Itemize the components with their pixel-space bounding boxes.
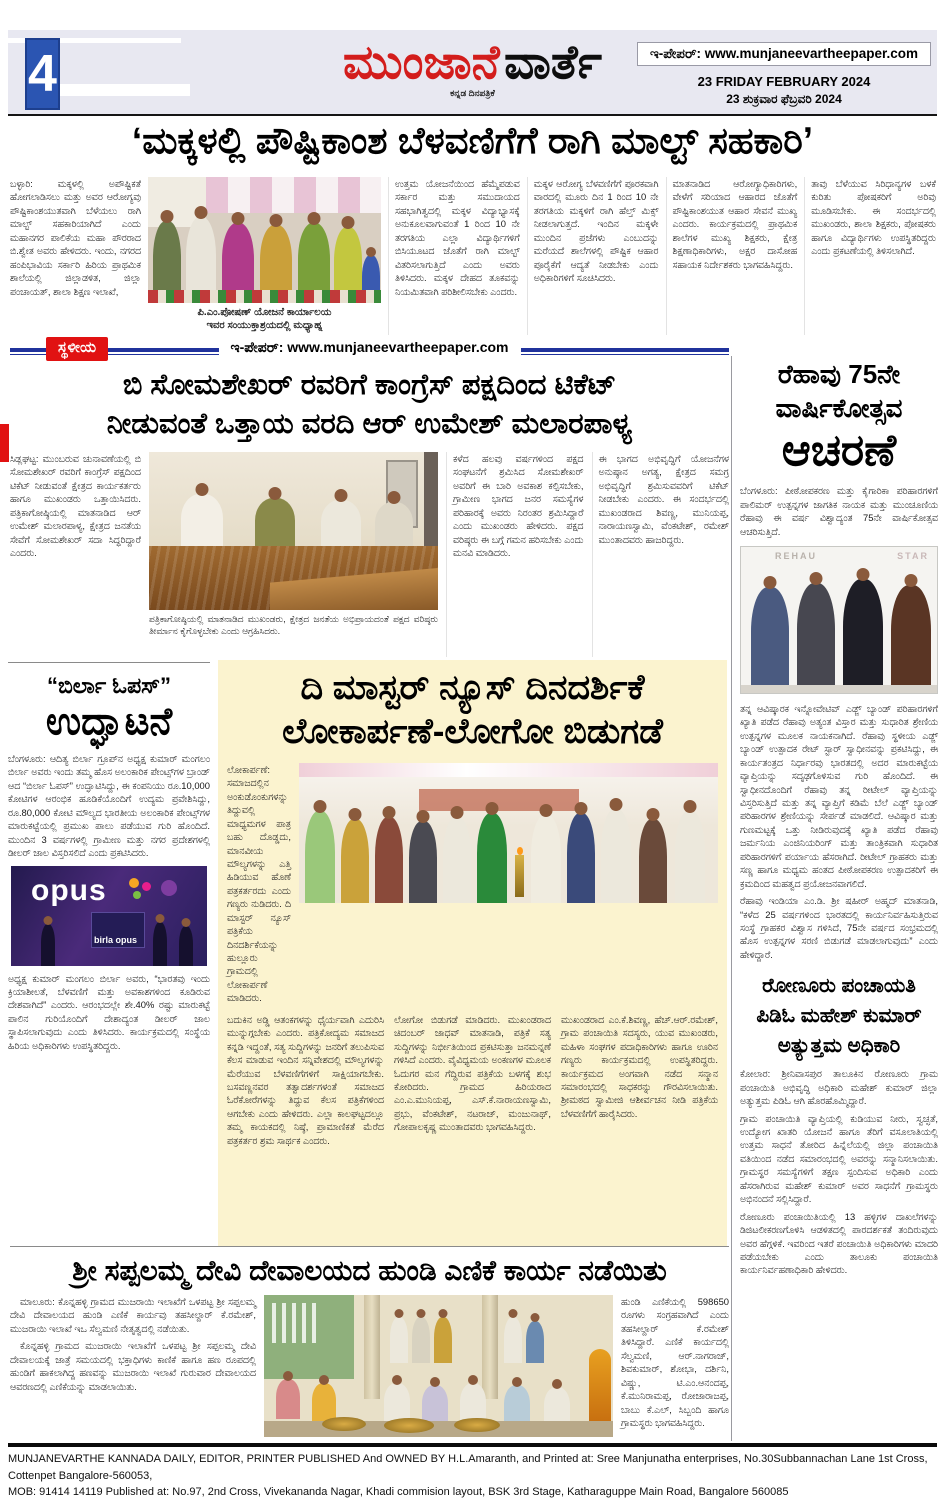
photo-coin-heap xyxy=(454,1418,500,1432)
birla-headline-line1: “ಬಿರ್ಲಾ ಓಪಸ್” xyxy=(46,673,171,698)
pdo-headline xyxy=(740,971,938,1061)
photo-figure xyxy=(797,583,835,685)
photo-figure xyxy=(276,1379,300,1419)
rehau-headline-line3: ಆಚರಣೆ xyxy=(781,425,897,475)
opus-stage-panel: birla opus xyxy=(91,912,145,948)
star-logo: STAR xyxy=(897,550,929,561)
photo-banner xyxy=(419,789,579,811)
photo-figure xyxy=(312,1383,336,1421)
pdo-headline-line1: ರೋಣೂರು ಪಂಚಾಯತಿ xyxy=(762,975,916,998)
left-red-accent xyxy=(0,424,9,462)
photo-figure xyxy=(153,922,167,966)
masthead-word-red: ಮುಂಜಾನೆ xyxy=(342,35,500,88)
photo-figure xyxy=(443,817,471,903)
master-photo-row xyxy=(227,763,718,1005)
pdo-body-1: ಕೋಲಾರ: ಶ್ರೀನಿವಾಸಪುರ ತಾಲೂಕಿನ ರೋಣೂರು ಗ್ರಾಮ ಪಂಚಾಯಿತಿ ಅಭಿವೃದ್ಧಿ ಅಧಿಕಾರಿ ಮಹೇಶ್ ಕುಮಾರ್ ಜಿಲ್ಲಾ ಅತ್ಯುತ್ತಮ ಪಿಡಿಓ ಆಗಿ ಹೊರಹೊಮ್ಮಿದ್ದಾರೆ. xyxy=(740,1068,938,1107)
photo-coin-heap xyxy=(384,1418,434,1433)
pdo-body-2: ಗ್ರಾಮ ಪಂಚಾಯಿತಿ ವ್ಯಾಪ್ತಿಯಲ್ಲಿ ಕುಡಿಯುವ ನೀರು, ಸ್ವಚ್ಛತೆ, ಉದ್ಯೋಗ ಖಾತರಿ ಯೋಜನೆ ಹಾಗೂ ತೆರಿಗೆ ವಸೂಲಾತಿಯಲ್ಲಿ ಉತ್ತಮ ಸಾಧನೆ ತೋರಿದ ಹಿನ್ನೆಲೆಯಲ್ಲಿ ಜಿಲ್ಲಾ ಪಂಚಾಯಿತಿ ವತಿಯಿಂದ ನಡೆದ ಸಮಾರಂಭದಲ್ಲಿ ಅವರನ್ನು ಸನ್ಮಾನಿಸಲಾಯಿತು. ಗ್ರಾಮಸ್ಥರ ಸಮಸ್ಯೆಗಳಿಗೆ ತಕ್ಷಣ ಸ್ಪಂದಿಸುವ ಅಧಿಕಾರಿ ಎಂದು ಹೆಸರಾಗಿರುವ ಮಹೇಶ್ ಕುಮಾರ್ ಅವರ ಸಾಧನೆಗೆ ಗ್ರಾಮಸ್ಥರು ಅಭಿನಂದನೆ ಸಲ್ಲಿಸಿದ್ದಾರೆ. xyxy=(740,1112,938,1205)
lead-photo-caption-line2: ಇವರ ಸಂಯುಕ್ತಾಶ್ರಯದಲ್ಲಿ ಮಧ್ಯಾಹ್ನ xyxy=(206,320,323,331)
rehau-logo: REHAU xyxy=(775,550,818,561)
opus-logo: opus xyxy=(31,873,107,907)
photo-figure xyxy=(341,819,369,903)
date-english: 23 FRIDAY FEBRUARY 2024 xyxy=(697,74,871,89)
photo-figure xyxy=(434,1317,452,1363)
article2-col-3: ಈ ಭಾಗದ ಅಭಿವೃದ್ಧಿಗೆ ಯೋಜನೆಗಳ ಅನುಷ್ಠಾನ ಅಗತ್ಯ, ಕ್ಷೇತ್ರದ ಸಮಗ್ರ ಅಭಿವೃದ್ಧಿಗೆ ಶ್ರಮಿಸುವವರಿಗೆ ಟಿಕೆಟ್ ನೀಡಬೇಕು ಎಂದರು. ಈ ಸಂದರ್ಭದಲ್ಲಿ ಮುಖಂಡರಾದ ಶಿವಣ್ಣ, ಮುನಿಯಪ್ಪ, ನಾರಾಯಣಸ್ವಾಮಿ, ವೆಂಕಟೇಶ್, ರಮೇಶ್ ಮುಂತಾದವರು ಹಾಜರಿದ್ದರು. xyxy=(592,452,730,657)
photo-figure xyxy=(321,500,361,548)
lead-col-1: ಬಳ್ಳಾರಿ: ಮಕ್ಕಳಲ್ಲಿ ಅಪೌಷ್ಟಿಕತೆ ಹೋಗಲಾಡಿಸಲು ಮತ್ತು ಅವರ ಆರೋಗ್ಯವು ಪೌಷ್ಟಿಕಾಂಶಯುತವಾಗಿ ಬೆಳೆಯಲು ರಾಗಿ ಮಾಲ್ಟ್ ಸಹಕಾರಿಯಾಗಿದೆ ಎಂದು ಮಹಾನಗರ ಪಾಲಿಕೆಯ ಮಹಾ ಪೌರರಾದ ಬಿ.ಶ್ವೇತ ಅವರು ಹೇಳಿದರು. ಇಂದು, ನಗರದ ಹಂಪಿಭಾವಿಯ ಸರ್ಕಾರಿ ಹಿರಿಯ ಪ್ರಾಥಮಿಕ ಶಾಲೆಯಲ್ಲಿ ಜಿಲ್ಲಾಡಳಿತ, ಜಿಲ್ಲಾ ಪಂಚಾಯತ್, ಶಾಲಾ ಶಿಕ್ಷಣ ಇಲಾಖೆ, xyxy=(10,178,141,297)
lead-article xyxy=(10,177,936,335)
photo-figure xyxy=(601,809,631,903)
rehau-photo xyxy=(740,546,938,694)
hundi-body-row xyxy=(10,1295,729,1441)
lead-col-3: ಮಕ್ಕಳ ಆರೋಗ್ಯ ಬೆಳವಣಿಗೆಗೆ ಪೂರಕವಾಗಿ ವಾರದಲ್ಲಿ ಮೂರು ದಿನ 1 ರಿಂದ 10 ನೇ ತರಗತಿಯ ಮಕ್ಕಳಿಗೆ ರಾಗಿ ಹೆಲ್ತ್ ಮಿಕ್ಸ್ ನೀಡಲಾಗುತ್ತದೆ. ಇಂದಿನ ಮಕ್ಕಳೇ ಮುಂದಿನ ಪ್ರಜೆಗಳು ಎಂಬುದನ್ನು ಮರೆಯದೆ ಶಾಲೆಗಳಲ್ಲಿ ಪೌಷ್ಟಿಕ ಆಹಾರ ಪೂರೈಕೆಗೆ ಆದ್ಯತೆ ನೀಡಬೇಕು ಎಂದು ಅಧಿಕಾರಿಗಳಿಗೆ ಸೂಚಿಸಿದರು. xyxy=(527,177,659,335)
photo-figure xyxy=(384,1383,410,1423)
hundi-left-col xyxy=(10,1295,256,1441)
opus-photo xyxy=(11,866,207,966)
hundi-right-col: ಹುಂಡಿ ಎಣಿಕೆಯಲ್ಲಿ 598650 ರೂಗಳು ಸಂಗ್ರಹವಾಗಿದೆ ಎಂದು ತಹಸೀಲ್ದಾರ್ ಕೆ.ರಮೇಶ್ ತಿಳಿಸಿದ್ದಾರೆ. ಎಣಿಕೆ ಕಾರ್ಯದಲ್ಲಿ ಸೆಲ್ವಮಣಿ, ಆರ್.ನಾಗರಾಜ್, ಶಿವಕುಮಾರ್, ಶೋಭಾ, ದರ್ಶಿನಿ, ವಿಷ್ಣು, ಟಿ.ಎಂ.ಆನಂದಪ್ಪ, ಕೆ.ಮುನಿರಾಮಪ್ಪ, ರೋಜಾರಾಜಪ್ಪ, ಬಾಬು ಕೆ.ಎಲ್, ಸಿಬ್ಬಂದಿ ಹಾಗೂ ಗ್ರಾಮಸ್ಥರು ಭಾಗವಹಿಸಿದ್ದರು. xyxy=(621,1296,729,1428)
pdo-headline-line2: ಪಿಡಿಓ ಮಹೇಶ್ ಕುಮಾರ್ xyxy=(756,1005,922,1028)
photo-figure xyxy=(843,579,883,685)
page-number: 4 xyxy=(25,38,60,110)
master-headline-line2: ಲೋಕಾರ್ಪಣೆ-ಲೋಗೋ ಬಿಡುಗಡೆ xyxy=(282,712,663,752)
rehau-body-1: ತನ್ನ ಆವಿಷ್ಕಾರಕ ಇನ್ನೋವೇಟಿವ್ ಎಡ್ಜ್ ಬ್ಯಾಂಡ್ ಪರಿಹಾರಗಳಿಗೆ ಖ್ಯಾತಿ ಪಡೆದ ರೆಹಾವು ಅತ್ಯಂತ ವಿಸ್ತಾರ ಮತ್ತು ಸುಧಾರಿತ ಶ್ರೇಣಿಯ ಉತ್ಪನ್ನಗಳ ಮೂಲಕ ನಾಯಕನಾಗಿದೆ. ರೆಹಾವು ಸ್ಥಳೀಯ ಎಡ್ಜ್ ಬ್ಯಾಂಡ್ ಉತ್ಪಾದಕ ರೇಟ್ ಸ್ಟಾರ್ ಸ್ವಾಧೀನವನ್ನು ಪ್ರಕಟಿಸಿದ್ದು, ಈ ಕಾರ್ಯತಂತ್ರದ ನಿರ್ಧಾರವು ಭಾರತದಲ್ಲಿ ಅದರ ಮಾರುಕಟ್ಟೆಯ ವ್ಯಾಪ್ತಿಯನ್ನು ಸದೃಢಗೊಳಿಸುವ ಗುರಿ ಹೊಂದಿದೆ. ಈ ಸ್ವಾಧೀನದೊಂದಿಗೆ ರೆಹಾವು ತನ್ನ ರೀಟೇಲ್ ವ್ಯಾಪ್ತಿಯನ್ನು ವಿಸ್ತರಿಸುತ್ತಿದೆ ಮತ್ತು ತನ್ನ ವ್ಯಾಪ್ತಿಗೆ ಕಡಿಮೆ ಬೆಲೆ ಎಡ್ಜ್ ಬ್ಯಾಂಡ್ ಪರಿಹಾರಗಳ ಶ್ರೇಣಿಯನ್ನು ಸೇರ್ಪಡೆ ಮಾಡಲಿದೆ. ಆವಿಷ್ಕಾರ ಮತ್ತು ಗುಣಮಟ್ಟಕ್ಕೆ ಒತ್ತು ನೀಡಿರುವುದಕ್ಕೆ ಖ್ಯಾತಿ ಪಡೆದ ರೆಹಾವು ಜರ್ಮನಿಯ ಎಂಜಿನಿಯರಿಂಗ್ ಮತ್ತು ತಾಂತ್ರಿಕವಾಗಿ ಸುಧಾರಿತ ಪರಿಹಾರಗಳಿಗೆ ಪರ್ಯಾಯ ಹೆಸರಾಗಿದೆ. ರೀಟೇಲ್ ಗ್ರಾಹಕರು ಮತ್ತು ಸಣ್ಣ ಹಾಗೂ ಮಧ್ಯಮ ಹಂತದ ಪೀಠೋಪಕರಣ ಉತ್ಪಾದಕರಿಗೆ ಈ ಕ್ರಮದಿಂದ ಮಹತ್ವದ ಪ್ರಯೋಜನವಾಗಲಿದೆ. xyxy=(740,702,938,889)
photo-banner xyxy=(206,177,381,213)
master-col-2: ಲೋಗೋ ಬಿಡುಗಡೆ ಮಾಡಿದರು. ಮುಖಂಡರಾದ ಚಿದಂಬರ್ ಜಾಧವ್ ಮಾತನಾಡಿ, ಪತ್ರಿಕೆ ಸತ್ಯ ಸುದ್ದಿಗಳನ್ನು ನಿರ್ಭೀತಿಯಿಂದ ಪ್ರಕಟಿಸುತ್ತಾ ಜನಮನ್ನಣೆ ಗಳಿಸಿದೆ ಎಂದರು. ವೈವಿಧ್ಯಮಯ ಅಂಕಣಗಳ ಮೂಲಕ ಓದುಗರ ಮನ ಗೆದ್ದಿರುವ ಪತ್ರಿಕೆಯ ಬಳಗಕ್ಕೆ ಶುಭ ಕೋರಿದರು. ಗ್ರಾಮದ ಹಿರಿಯರಾದ ಎಂ.ಎ.ಮುನಿಯಪ್ಪ, ಎಸ್.ಕೆ.ನಾರಾಯಣಸ್ವಾಮಿ, ಪ್ರಭು, ವೆಂಕಟೇಶ್, ನಟರಾಜ್, ಮಂಜುನಾಥ್, ಗೋಪಾಲಕೃಷ್ಣ ಮುಂತಾದವರು ಭಾಗವಹಿಸಿದ್ದರು. xyxy=(394,1013,551,1133)
epaper-url: ಇ-ಪೇಪರ್: www.munjaneevartheepaper.com xyxy=(637,42,931,66)
hundi-article xyxy=(10,1246,729,1443)
article2-headline-line2: ನೀಡುವಂತೆ ಒತ್ತಾಯ ವರದಿ ಆರ್ ಉಮೇಶ್ ಮಲಾರಪಾಳ್ಯ xyxy=(106,408,633,441)
photo-figure xyxy=(504,1317,522,1363)
birla-body-1: ಬೆಂಗಳೂರು: ಆದಿತ್ಯ ಬಿರ್ಲಾ ಗ್ರೂಪ್‌ನ ಅಧ್ಯಕ್ಷ ಕುಮಾರ್ ಮಂಗಲಂ ಬಿರ್ಲಾ ಅವರು ಇಂದು ತಮ್ಮ ಹೊಸ ಅಲಂಕಾರಿಕ ಪೇಂಟ್ಸ್‌ಗಳ ಬ್ರಾಂಡ್ ಆದ “ಬಿರ್ಲಾ ಓಪಸ್” ಉದ್ಘಾಟಿಸಿದ್ದು, ಈ ಕಂಪನಿಯು ರೂ.10,000 ಕೋಟಿಗಳ ಆರಂಭಿಕ ಹೂಡಿಕೆಯೊಂದಿಗೆ ಉದ್ಯಮ ಪ್ರವೇಶಿಸಿದ್ದು, ರೂ.80,000 ಕೋಟಿ ಮೌಲ್ಯದ ಭಾರತೀಯ ಅಲಂಕಾರಿಕ ಪೇಂಟ್ಸ್‌ಗಳ ಮಾರುಕಟ್ಟೆಯಲ್ಲಿ ಪ್ರಮುಖ ಪಾಲು ಪಡೆಯುವ ಗುರಿ ಹೊಂದಿದೆ. ಮುಂದಿನ 3 ವರ್ಷಗಳಲ್ಲಿ ಗ್ರಾಮೀಣ ಮತ್ತು ನಗರ ಪ್ರದೇಶಗಳಲ್ಲಿ ಡೀಲರ್ ಜಾಲ ವಿಸ್ತರಿಸಲಿದೆ ಎಂದು ಪ್ರಕಟಿಸಿದರು. xyxy=(8,753,210,859)
photo-figure xyxy=(526,1321,544,1363)
header-right xyxy=(637,42,931,107)
birla-headline-line2: ಉದ್ಘಾಟನೆ xyxy=(45,701,173,743)
masthead-word-black: ವಾರ್ತೆ xyxy=(504,35,602,88)
lead-photo-caption-line1: ಪಿ.ಎಂ.ಪೋಷಣ್ ಯೋಜನೆ ಕಾರ್ಯಾಲಯ xyxy=(197,307,332,318)
pdo-body-3: ರೋಣೂರು ಪಂಚಾಯಿತಿಯಲ್ಲಿ 13 ಹಳ್ಳಿಗಳ ದಾಖಲೆಗಳನ್ನು ಡಿಜಿಟಲೀಕರಣಗೊಳಿಸಿ ಆಡಳಿತದಲ್ಲಿ ಪಾರದರ್ಶಕತೆ ತಂದಿರುವುದು ಅವರ ಹೆಗ್ಗಳಿಕೆ. ಇವರಿಂದ ಇತರೆ ಪಂಚಾಯಿತಿ ಅಧಿಕಾರಿಗಳು ಮಾದರಿ ಪಡೆಯಬೇಕು ಎಂದು ತಾಲೂಕು ಪಂಚಾಯಿತಿ ಕಾರ್ಯನಿರ್ವಹಣಾಧಿಕಾರಿ ಹೇಳಿದರು. xyxy=(740,1210,938,1276)
birla-body-2: ಅಧ್ಯಕ್ಷ ಕುಮಾರ್ ಮಂಗಲಂ ಬಿರ್ಲಾ ಅವರು, “ಭಾರತವು ಇಂದು ಕ್ರಿಯಾಶೀಲತೆ, ಬೆಳವಣಿಗೆ ಮತ್ತು ಅವಕಾಶಗಳಿಂದ ಕೂಡಿರುವ ದೇಶವಾಗಿದೆ” ಎಂದರು. ಆರಂಭದಲ್ಲೇ ಶೇ.40% ರಷ್ಟು ಮಾರುಕಟ್ಟೆ ಪಾಲಿನ ಗುರಿಯೊಂದಿಗೆ ದೇಶಾದ್ಯಂತ ಡೀಲರ್ ಜಾಲ ಸ್ಥಾಪಿಸಲಾಗುವುದು ಎಂದು ತಿಳಿಸಿದರು. ಕಾರ್ಯಕ್ರಮದಲ್ಲಿ ಸಂಸ್ಥೆಯ ಹಿರಿಯ ಅಧಿಕಾರಿಗಳು ಉಪಸ್ಥಿತರಿದ್ದರು. xyxy=(8,972,210,1051)
photo-figure xyxy=(409,821,437,903)
master-col-3: ಮುಖಂಡರಾದ ಎಂ.ಕೆ.ಶಿವಣ್ಣ, ಹೆಚ್.ಆರ್.ರಮೇಶ್, ಗ್ರಾಮ ಪಂಚಾಯಿತಿ ಸದಸ್ಯರು, ಯುವ ಮುಖಂಡರು, ಮಹಿಳಾ ಸಂಘಗಳ ಪದಾಧಿಕಾರಿಗಳು ಹಾಗೂ ಊರಿನ ಗಣ್ಯರು ಕಾರ್ಯಕ್ರಮದಲ್ಲಿ ಉಪಸ್ಥಿತರಿದ್ದರು. ಕಾರ್ಯಕ್ರಮದ ಅಂಗವಾಗಿ ನಡೆದ ಸನ್ಮಾನ ಸಮಾರಂಭದಲ್ಲಿ ಸಾಧಕರನ್ನು ಗೌರವಿಸಲಾಯಿತು. ಶ್ರೀಮಠದ ಸ್ವಾಮೀಜಿ ಆಶೀರ್ವಚನ ನೀಡಿ ಪತ್ರಿಕೆಯ ಬೆಳವಣಿಗೆಗೆ ಹಾರೈಸಿದರು. xyxy=(561,1013,718,1119)
masthead-band xyxy=(8,30,937,116)
master-text-columns xyxy=(227,1013,718,1147)
photo-floor xyxy=(741,685,937,693)
rehau-headline-line2: ವಾರ್ಷಿಕೋತ್ಸವ xyxy=(775,392,903,423)
lead-col-5: ತಾವು ಬೆಳೆಯುವ ಸಿರಿಧಾನ್ಯಗಳ ಬಳಕೆ ಕುರಿತು ಪೋಷಕರಿಗೆ ಅರಿವು ಮೂಡಿಸಬೇಕು. ಈ ಸಂದರ್ಭದಲ್ಲಿ ಮುಖಂಡರು, ಶಾಲಾ ಶಿಕ್ಷಕರು, ಪೋಷಕರು ಹಾಗೂ ವಿದ್ಯಾರ್ಥಿಗಳು ಉಪಸ್ಥಿತರಿದ್ದರು ಎಂದು ಪ್ರಕಟಣೆಯಲ್ಲಿ ತಿಳಿಸಲಾಗಿದೆ. xyxy=(804,177,936,335)
lead-headline: ‘ಮಕ್ಕಳಲ್ಲಿ ಪೌಷ್ಟಿಕಾಂಶ ಬೆಳವಣಿಗೆಗೆ ರಾಗಿ ಮಾಲ್ಟ್ ಸಹಕಾರಿ’ xyxy=(131,120,814,161)
rehau-body-2: ರೆಹಾವು ಇಂಡಿಯಾ ಎಂ.ಡಿ. ಶ್ರೀ ಷಹೀರ್ ಅಹ್ಮದ್ ಮಾತನಾಡಿ, “ಕಳೆದ 25 ವರ್ಷಗಳಿಂದ ಭಾರತದಲ್ಲಿ ಕಾರ್ಯನಿರ್ವಹಿಸುತ್ತಿರುವ ಸಂಸ್ಥೆ ಗ್ರಾಹಕರ ವಿಶ್ವಾಸ ಗಳಿಸಿದೆ, 75ನೇ ವರ್ಷದ ಸಂಭ್ರಮದಲ್ಲಿ ಹೊಸ ಉತ್ಪನ್ನಗಳ ಸರಣಿ ಬಿಡುಗಡೆ ಮಾಡಲಾಗುವುದು” ಎಂದು ಹೇಳಿದ್ದಾರೆ. xyxy=(740,895,938,960)
photo-figure xyxy=(390,1317,408,1363)
lead-col-4: ಮಾತನಾಡಿದ ಆರೋಗ್ಯಾಧಿಕಾರಿಗಳು, ವೇಳೆಗೆ ಸರಿಯಾದ ಆಹಾರದ ಜೊತೆಗೆ ಪೌಷ್ಟಿಕಾಂಶಯುತ ಆಹಾರ ಸೇವನೆ ಮುಖ್ಯ ಎಂದರು. ಕಾರ್ಯಕ್ರಮದಲ್ಲಿ ಪ್ರಾಥಮಿಕ ಶಾಲೆಗಳ ಮುಖ್ಯ ಶಿಕ್ಷಕರು, ಕ್ಷೇತ್ರ ಶಿಕ್ಷಣಾಧಿಕಾರಿಗಳು, ಅಕ್ಷರ ದಾಸೋಹ ಸಹಾಯಕ ನಿರ್ದೇಶಕರು ಭಾಗವಹಿಸಿದ್ದರು. xyxy=(666,177,798,335)
photo-lamp xyxy=(515,855,524,897)
lead-photo-block xyxy=(148,177,381,335)
photo-figure xyxy=(675,811,705,903)
photo-figure xyxy=(375,817,403,903)
rehau-intro: ಬೆಂಗಳೂರು: ಪೀಠೋಪಕರಣ ಮತ್ತು ಕೈಗಾರಿಕಾ ಪರಿಹಾರಗಳಿಗೆ ಪಾಲಿಮರ್ ಉತ್ಪನ್ನಗಳ ಜಾಗತಿಕ ನಾಯಕ ಮತ್ತು ಮುಂಚೂಣಿಯ ರೆಹಾವು ಈ ವರ್ಷ ವಿಶ್ವಾದ್ಯಂತ 75ನೇ ವಾರ್ಷಿಕೋತ್ಸವ ಆಚರಿಸುತ್ತಿದೆ. xyxy=(740,485,938,537)
master-headline-line1: ದಿ ಮಾಸ್ಟರ್ ನ್ಯೂಸ್ ದಿನದರ್ಶಿಕೆ xyxy=(300,668,645,707)
photo-figure xyxy=(567,813,595,903)
article2-col-1: ಸಿಡ್ಲಘಟ್ಟ: ಮುಂಬರುವ ಚುನಾವಣೆಯಲ್ಲಿ ಬಿ ಸೋಮಶೇಖರ್ ರವರಿಗೆ ಕಾಂಗ್ರೆಸ್ ಪಕ್ಷದಿಂದ ಟಿಕೆಟ್ ನೀಡುವಂತೆ ಕ್ಷೇತ್ರದ ಕಾರ್ಯಕರ್ತರು ಹಾಗೂ ಮುಖಂಡರು ಒತ್ತಾಯಿಸಿದರು. ಪತ್ರಿಕಾಗೋಷ್ಠಿಯಲ್ಲಿ ಮಾತನಾಡಿದ ಆರ್ ಉಮೇಶ್ ಮಲಾರಪಾಳ್ಯ, ಕ್ಷೇತ್ರದ ಜನತೆಯ ಸೇವೆಗೆ ಸೋಮಶೇಖರ್ ಸದಾ ಸಿದ್ಧರಿದ್ದಾರೆ ಎಂದರು. xyxy=(10,453,141,559)
photo-figure xyxy=(412,1317,430,1363)
opus-dot-green xyxy=(133,891,141,899)
photo-figure xyxy=(891,585,931,685)
hundi-photo xyxy=(264,1295,613,1437)
article2-body xyxy=(10,452,729,657)
imprint-line2: MOB: 91414 14119 Published at: No.97, 2nd Cross, Vivekananda Nagar, Khadi commision layout, BSK 3rd Stage, Katharaguppe Main Road, Bangalore 560085 xyxy=(8,1486,789,1498)
imprint-footer xyxy=(8,1443,937,1501)
pdo-headline-line3: ಅತ್ಯುತ್ತಮ ಅಧಿಕಾರಿ xyxy=(777,1035,901,1058)
article2-photo-block xyxy=(149,452,438,657)
photo-figure xyxy=(477,813,507,903)
photo-flowers xyxy=(148,290,381,303)
masthead-tagline: ಕನ್ನಡ ದಿನಪತ್ರಿಕೆ xyxy=(450,88,495,98)
birla-opus-article xyxy=(8,662,210,1245)
photo-figure xyxy=(255,498,295,548)
photo-figure xyxy=(305,811,335,903)
opus-dot-purple xyxy=(161,880,177,896)
master-news-article xyxy=(218,660,727,1246)
master-col-1: ಬದುಕಿನ ಅಡ್ಡಿ ಆತಂಕಗಳನ್ನು ಧೈರ್ಯವಾಗಿ ಎದುರಿಸಿ ಮುನ್ನುಗ್ಗಬೇಕು ಎಂದರು. ಪತ್ರಿಕೋದ್ಯಮ ಸಮಾಜದ ಕನ್ನಡಿ ಇದ್ದಂತೆ, ಸತ್ಯ ಸುದ್ದಿಗಳನ್ನು ಜನರಿಗೆ ತಲುಪಿಸುವ ಕೆಲಸ ಮಾಡುವ ಇಂದಿನ ಸನ್ನಿವೇಶದಲ್ಲಿ ಮೌಲ್ಯಗಳನ್ನು ಮೆರೆಯುವ ಬೆಳವಣಿಗೆಗಳಿಗೆ ಸಾಕ್ಷಿಯಾಗಬೇಕು. ಬಸವಣ್ಣನವರ ತತ್ವಾದರ್ಶಗಳಂತೆ ಸಮಾಜದ ಓರೆಕೋರೆಗಳನ್ನು ತಿದ್ದುವ ಕೆಲಸ ಪತ್ರಿಕೆಗಳಿಂದ ಆಗಬೇಕು ಎಂದು ಹೇಳಿದರು. ಎಲ್ಲಾ ಕಾಲಘಟ್ಟದಲ್ಲೂ ತಮ್ಮ ಕಾಯಕದಲ್ಲಿ ನಿಷ್ಠೆ, ಪ್ರಾಮಾಣಿಕತೆ ಮೆರೆದ ಪತ್ರಕರ್ತರ ಶ್ರಮ ಸಾರ್ಥಕ ಎಂದರು. xyxy=(227,1013,384,1146)
photo-figure xyxy=(181,494,223,548)
photo-floor xyxy=(264,1421,613,1437)
photo-figure xyxy=(531,815,561,903)
right-rail xyxy=(740,358,938,1441)
photo-figure xyxy=(639,819,667,903)
right-rail-divider xyxy=(731,356,732,1441)
photo-figure xyxy=(179,926,193,966)
master-photo xyxy=(299,763,718,903)
photo-coin-heap xyxy=(322,1417,366,1431)
photo-pillar xyxy=(482,1295,498,1399)
hundi-left-para2: ಕೊನ್ನಹಳ್ಳಿ ಗ್ರಾಮದ ಮುಜರಾಯಿ ಇಲಾಖೆಗೆ ಒಳಪಟ್ಟ ಶ್ರೀ ಸಪ್ಪಲಮ್ಮ ದೇವಿ ದೇವಾಲಯಕ್ಕೆ ಜಾತ್ರೆ ಸಮಯದಲ್ಲಿ ಭಕ್ತಾಧಿಗಳು ಕಾಣಿಕೆ ಹಾಗೂ ಹಣ ರೂಪದಲ್ಲಿ ಹುಂಡಿಗೆ ಹಾಕಲಾಗಿದ್ದ ಹಣವನ್ನು ಮುಜರಾಯಿ ಇಲಾಖೆ ಗುರುವಾರ ದೇವಾಲಯದ ಆವರಣದಲ್ಲಿ ಎಣಿಕೆಯನ್ನು ಮಾಡಲಾಯಿತು. xyxy=(10,1340,256,1392)
photo-figure xyxy=(41,924,55,966)
article2-headline xyxy=(10,366,729,444)
master-side-col: ಲೋಕಾರ್ಪಣೆ: ಸಮಾಜದಲ್ಲಿನ ಅಂಕುಡೊಂಕುಗಳನ್ನು ತಿದ್ದುವಲ್ಲಿ ಮಾಧ್ಯಮಗಳ ಪಾತ್ರ ಬಹು ದೊಡ್ಡದು, ಮಾನವೀಯ ಮೌಲ್ಯಗಳನ್ನು ಎತ್ತಿ ಹಿಡಿಯುವ ಹೊಣೆ ಪತ್ರಕರ್ತರದು ಎಂದು ಗಣ್ಯರು ನುಡಿದರು. ದಿ ಮಾಸ್ಟರ್ ನ್ಯೂಸ್ ಪತ್ರಿಕೆಯ ದಿನದರ್ಶಿಕೆಯನ್ನು ಹುಲ್ಲೂರು ಗ್ರಾಮದಲ್ಲಿ ಲೋಕಾರ್ಪಣೆ ಮಾಡಿದರು. xyxy=(227,763,291,1004)
imprint-line1: MUNJANEVARTHE KANNADA DAILY, EDITOR, PRINTER PUBLISHED And OWNED BY H.L.Amaranth, and Printed at: Sree Manjunatha enterprises, No.30Subbannachan Lane 1st Cross, Cottenpet Bangalore-560053, xyxy=(8,1453,928,1482)
article2-underphoto-text: ಪತ್ರಿಕಾಗೋಷ್ಠಿಯಲ್ಲಿ ಮಾತನಾಡಿದ ಮುಖಂಡರು, ಕ್ಷೇತ್ರದ ಜನತೆಯ ಅಭಿಪ್ರಾಯದಂತೆ ಪಕ್ಷದ ವರಿಷ್ಠರು ತೀರ್ಮಾನ ಕೈಗೊಳ್ಳಬೇಕು ಎಂದು ಆಗ್ರಹಿಸಿದರು. xyxy=(149,614,438,637)
hundi-left-para1: ಮಾಲೂರು: ಕೊನ್ನಹಳ್ಳಿ ಗ್ರಾಮದ ಮುಜರಾಯಿ ಇಲಾಖೆಗೆ ಒಳಪಟ್ಟ ಶ್ರೀ ಸಪ್ಪಲಮ್ಮ ದೇವಿ ದೇವಾಲಯದ ಹುಂಡಿ ಎಣಿಕೆ ಕಾರ್ಯವು ತಹಸೀಲ್ದಾರ್ ಕೆ.ರಮೇಶ್, ಮುಜರಾಯಿ ಇಲಾಖೆ ಇಒ ಸೆಲ್ವಮಣಿ ನೇತೃತ್ವದಲ್ಲಿ ನಡೆಯಿತು. xyxy=(10,1296,256,1334)
strip-epaper-url: ಇ-ಪೇಪರ್: www.munjaneevartheepaper.com xyxy=(218,339,520,356)
lead-col-2: ಉತ್ತಮ ಯೋಜನೆಯಿಂದ ಹೆಮ್ಮೆಪಡುವ ಸರ್ಕಾರ ಮತ್ತು ಸಮುದಾಯದ ಸಹಭಾಗಿತ್ವದಲ್ಲಿ ಮಕ್ಕಳ ವಿದ್ಯಾಭ್ಯಾಸಕ್ಕೆ ಅನುಕೂಲವಾಗುವಂತೆ 1 ರಿಂದ 10 ನೇ ತರಗತಿಯ ಎಲ್ಲಾ ವಿದ್ಯಾರ್ಥಿಗಳಿಗೆ ಬಿಸಿಯೂಟದ ಜೊತೆಗೆ ರಾಗಿ ಮಾಲ್ಟ್ ವಿತರಿಸಲಾಗುತ್ತಿದೆ ಎಂದು ಅವರು ತಿಳಿಸಿದರು. ಮಕ್ಕಳ ದೇಹದ ತೂಕವನ್ನು ನಿಯಮಿತವಾಗಿ ಪರಿಶೀಲಿಸಬೇಕು ಎಂದರು. xyxy=(388,177,520,335)
date-kannada: 23 ಶುಕ್ರವಾರ ಫೆಬ್ರವರಿ 2024 xyxy=(726,92,842,106)
section-strip xyxy=(10,337,729,363)
photo-figure xyxy=(375,502,413,548)
opus-dot-orange xyxy=(129,878,139,888)
rehau-headline-line1: ರೆಹಾವು 75ನೇ xyxy=(777,359,901,389)
article2-headline-line1: ಬಿ ಸೋಮಶೇಖರ್ ರವರಿಗೆ ಕಾಂಗ್ರೆಸ್ ಪಕ್ಷದಿಂದ ಟಿಕೆಟ್ xyxy=(122,369,617,401)
photo-figure xyxy=(751,587,789,685)
photo-ceiling xyxy=(299,763,718,777)
hundi-headline: ಶ್ರೀ ಸಪ್ಪಲಮ್ಮ ದೇವಿ ದೇವಾಲಯದ ಹುಂಡಿ ಎಣಿಕೆ ಕಾರ್ಯ ನಡೆಯಿತು xyxy=(72,1255,667,1286)
section-badge: ಸ್ಥಳೀಯ xyxy=(46,337,108,361)
photo-grill-window xyxy=(272,1303,320,1343)
opus-dot-pink xyxy=(142,882,151,891)
article2-photo xyxy=(149,452,438,610)
photo-deity xyxy=(589,1349,611,1421)
photo-pillar xyxy=(364,1295,380,1399)
article2-col-2: ಕಳೆದ ಹಲವು ವರ್ಷಗಳಿಂದ ಪಕ್ಷದ ಸಂಘಟನೆಗೆ ಶ್ರಮಿಸಿದ ಸೋಮಶೇಖರ್ ಅವರಿಗೆ ಈ ಬಾರಿ ಅವಕಾಶ ಕಲ್ಪಿಸಬೇಕು, ಗ್ರಾಮೀಣ ಭಾಗದ ಜನರ ಸಮಸ್ಯೆಗಳ ಪರಿಹಾರಕ್ಕೆ ಅವರು ನಿರಂತರ ಶ್ರಮಿಸಿದ್ದಾರೆ ಎಂದು ಮುಖಂಡರು ಹೇಳಿದರು. ಪಕ್ಷದ ವರಿಷ್ಠರು ಈ ಬಗ್ಗೆ ಗಮನ ಹರಿಸಬೇಕು ಎಂದು ಮನವಿ ಮಾಡಿದರು. xyxy=(446,452,584,657)
lead-photo xyxy=(148,177,381,303)
